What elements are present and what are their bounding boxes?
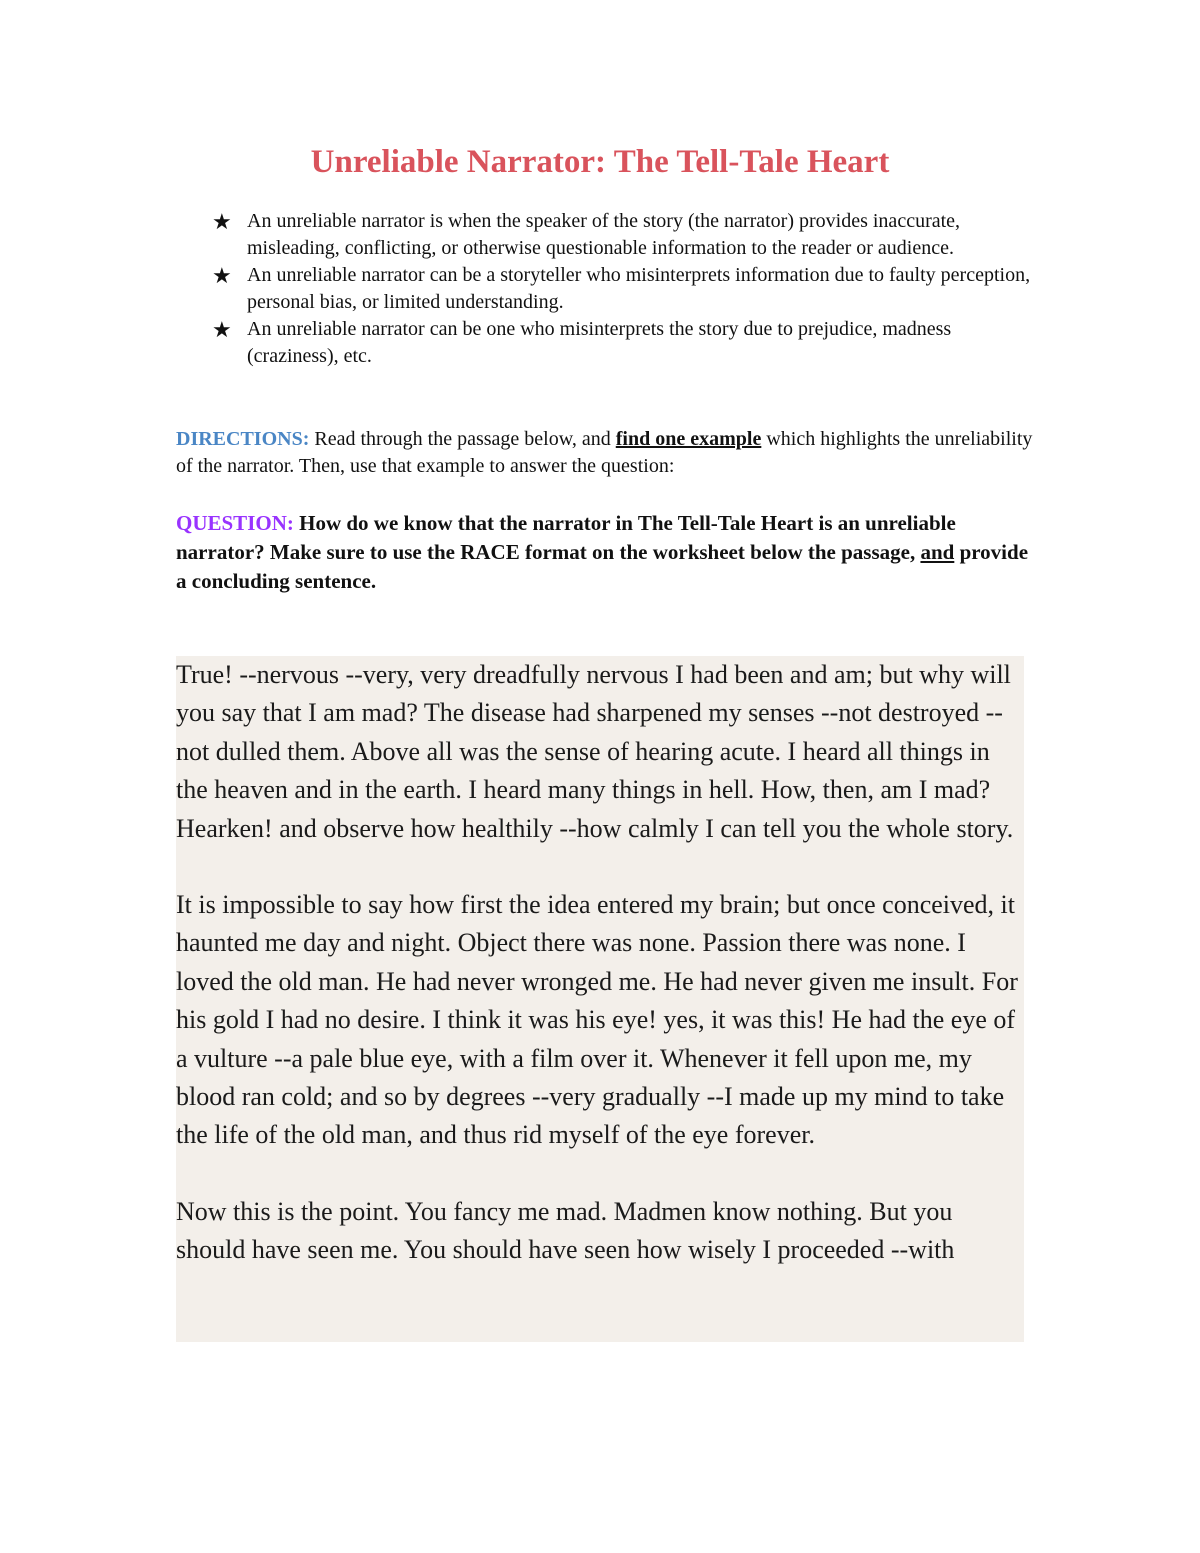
bullet-text: An unreliable narrator is when the speaker of the story (the narrator) provides inaccurate, misleading, conflicting, or otherwise questionable information to the reader or audience. [247,210,961,259]
question-text: How do we know that the narrator in The Tell-Tale Heart is an unreliable narrator? Make sure to use the RACE format on the worksheet below the passage, [176,511,956,564]
directions [176,426,1036,480]
black-star-icon: ★ [212,317,232,342]
black-star-icon: ★ [212,263,232,288]
directions-highlight: find one example [615,428,762,450]
question [176,509,1036,596]
definition-list [210,208,1040,370]
black-star-icon: ★ [212,209,232,234]
list-item [210,316,1040,370]
passage-paragraph: It is impossible to say how first the idea entered my brain; but once conceived, it haunted me day and night. Object there was none. Passion there was none. I loved the old man. He had never wronged me. He had never given me insult. For his gold I had no desire. I think it was his eye! yes, it was this! He had the eye of a vulture --a pale blue eye, with a film over it. Whenever it fell upon me, my blood ran cold; and so by degrees --very gradually --I made up my mind to take the life of the old man, and thus rid myself of the eye forever. [176,890,1018,1150]
page-title: Unreliable Narrator: The Tell-Tale Heart [310,144,890,180]
directions-text: which highlights the unreliability of the narrator. Then, use that example to answer the question: [176,428,1033,477]
directions-text: Read through the passage below, and [309,428,616,450]
question-underlined: and [920,540,955,564]
directions-label: DIRECTIONS: [176,428,310,450]
passage-paragraph: Now this is the point. You fancy me mad. Madmen know nothing. But you should have seen me. You should have seen how wisely I proceeded --with [176,1196,955,1265]
bullet-text: An unreliable narrator can be a storyteller who misinterprets information due to faulty perception, personal bias, or limited understanding. [247,264,1031,313]
passage-paragraph: True! --nervous --very, very dreadfully nervous I had been and am; but why will you say that I am mad? The disease had sharpened my senses --not destroyed --not dulled them. Above all was the sense of hearing acute. I heard all things in the heaven and in the earth. I heard many things in hell. How, then, am I mad? Hearken! and observe how healthily --how calmly I can tell you the whole story. [176,660,1014,843]
list-item [210,262,1040,316]
list-item [210,208,1040,262]
question-label: QUESTION: [176,511,294,535]
passage-box [176,656,1024,1342]
question-text: provide a concluding sentence. [176,540,1029,593]
bullet-text: An unreliable narrator can be one who misinterprets the story due to prejudice, madness (craziness), etc. [247,318,952,367]
